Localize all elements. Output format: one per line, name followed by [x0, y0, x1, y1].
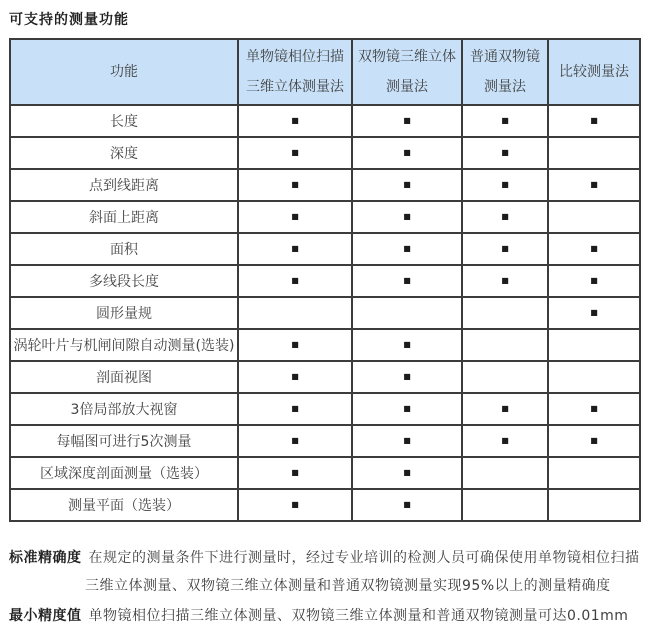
support-mark	[548, 489, 640, 521]
support-mark: ■	[352, 361, 462, 393]
table-row	[10, 297, 640, 329]
note-text: 单物镜相位扫描三维立体测量、双物镜三维立体测量和普通双物镜测量可达0.01mm	[88, 608, 629, 624]
feature-label: 每幅图可进行5次测量	[10, 425, 238, 457]
support-mark: ■	[462, 393, 548, 425]
table-row	[10, 457, 640, 489]
support-mark: ■	[238, 137, 352, 169]
support-mark: ■	[352, 425, 462, 457]
support-mark: ■	[238, 425, 352, 457]
support-mark	[548, 361, 640, 393]
support-mark: ■	[548, 105, 640, 137]
note-standard-accuracy	[9, 544, 642, 600]
table-row	[10, 361, 640, 393]
support-mark: ■	[238, 457, 352, 489]
table-row	[10, 329, 640, 361]
feature-label: 面积	[10, 233, 238, 265]
support-mark: ■	[548, 169, 640, 201]
support-mark: ■	[462, 137, 548, 169]
support-mark: ■	[352, 489, 462, 521]
column-header-comparison: 比较测量法	[548, 39, 640, 105]
table-row	[10, 169, 640, 201]
feature-label: 涡轮叶片与机闸间隙自动测量(选装)	[10, 329, 238, 361]
support-mark	[548, 457, 640, 489]
support-mark: ■	[462, 425, 548, 457]
support-mark: ■	[548, 425, 640, 457]
support-mark: ■	[238, 393, 352, 425]
support-mark	[548, 201, 640, 233]
support-mark	[352, 297, 462, 329]
support-mark	[548, 137, 640, 169]
header-row	[10, 39, 640, 105]
feature-label: 斜面上距离	[10, 201, 238, 233]
feature-label: 测量平面（选装）	[10, 489, 238, 521]
note-minimum-precision	[9, 602, 642, 630]
support-mark: ■	[548, 265, 640, 297]
column-header-feature: 功能	[10, 39, 238, 105]
column-header-single-lens-phase-scan: 单物镜相位扫描三维立体测量法	[238, 39, 352, 105]
support-mark: ■	[352, 233, 462, 265]
feature-label: 长度	[10, 105, 238, 137]
table-row	[10, 233, 640, 265]
support-mark: ■	[352, 137, 462, 169]
footnotes	[9, 544, 642, 630]
support-mark: ■	[548, 297, 640, 329]
table-row	[10, 201, 640, 233]
note-text: 在规定的测量条件下进行测量时，经过专业培训的检测人员可确保使用单物镜相位扫描三维立体测量、双物镜三维立体测量和普通双物镜测量实现95%以上的测量精确度	[85, 550, 640, 594]
support-mark	[462, 361, 548, 393]
feature-label: 3倍局部放大视窗	[10, 393, 238, 425]
support-mark	[462, 329, 548, 361]
support-mark	[548, 329, 640, 361]
note-label: 标准精确度	[9, 550, 82, 566]
feature-label: 区域深度剖面测量（选装）	[10, 457, 238, 489]
note-label: 最小精度值	[9, 608, 82, 624]
support-mark: ■	[238, 105, 352, 137]
support-mark: ■	[238, 361, 352, 393]
support-mark: ■	[352, 457, 462, 489]
feature-label: 多线段长度	[10, 265, 238, 297]
support-mark: ■	[352, 201, 462, 233]
support-mark: ■	[462, 265, 548, 297]
feature-label: 圆形量规	[10, 297, 238, 329]
table-row	[10, 105, 640, 137]
table-row	[10, 137, 640, 169]
support-mark: ■	[352, 105, 462, 137]
table-row	[10, 265, 640, 297]
support-mark	[462, 457, 548, 489]
support-mark: ■	[548, 233, 640, 265]
support-mark: ■	[238, 489, 352, 521]
support-mark: ■	[462, 105, 548, 137]
table-row	[10, 489, 640, 521]
support-mark	[238, 297, 352, 329]
support-mark: ■	[548, 393, 640, 425]
column-header-normal-dual-lens: 普通双物镜测量法	[462, 39, 548, 105]
support-mark: ■	[462, 233, 548, 265]
support-mark: ■	[462, 169, 548, 201]
support-mark: ■	[352, 169, 462, 201]
table-row	[10, 425, 640, 457]
measurement-feature-table	[9, 38, 641, 522]
support-mark: ■	[238, 265, 352, 297]
support-mark: ■	[238, 169, 352, 201]
support-mark	[462, 489, 548, 521]
feature-label: 点到线距离	[10, 169, 238, 201]
support-mark: ■	[462, 201, 548, 233]
feature-label: 深度	[10, 137, 238, 169]
table-row	[10, 393, 640, 425]
feature-label: 剖面视图	[10, 361, 238, 393]
table-header	[10, 39, 640, 105]
support-mark: ■	[352, 393, 462, 425]
support-mark: ■	[238, 201, 352, 233]
page-title: 可支持的测量功能	[9, 12, 129, 28]
support-mark: ■	[352, 265, 462, 297]
support-mark: ■	[238, 233, 352, 265]
support-mark	[462, 297, 548, 329]
support-mark: ■	[238, 329, 352, 361]
support-mark: ■	[352, 329, 462, 361]
column-header-dual-lens-stereo: 双物镜三维立体测量法	[352, 39, 462, 105]
table-body	[10, 105, 640, 521]
